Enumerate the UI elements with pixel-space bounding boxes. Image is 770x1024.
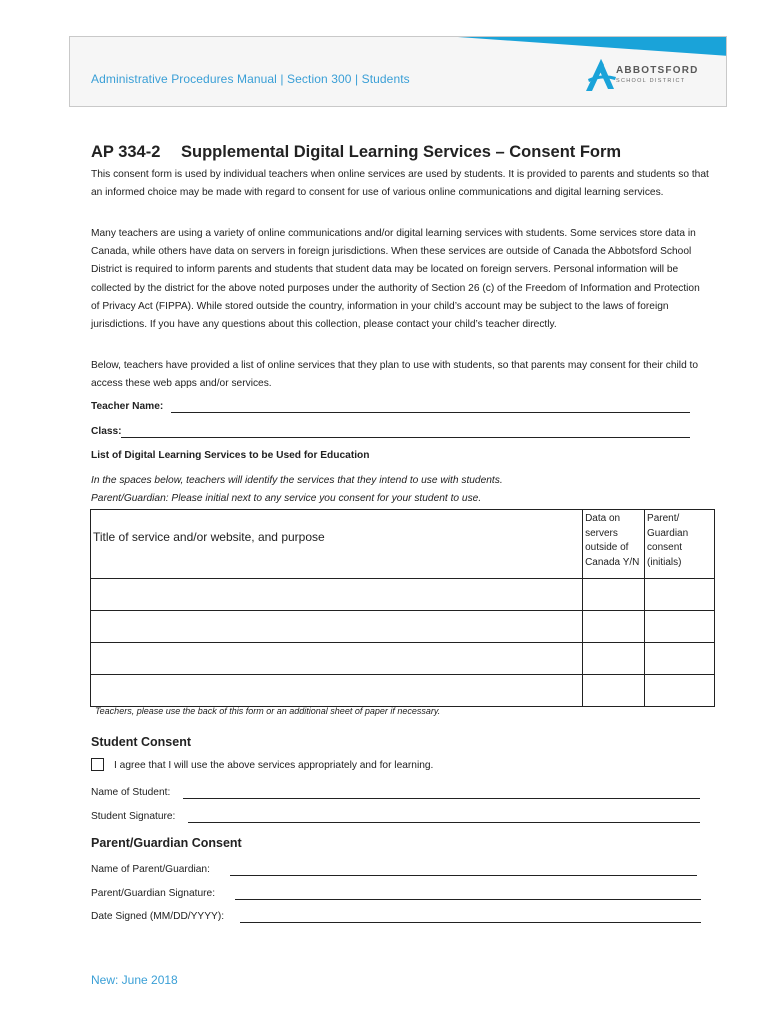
data-location-cell[interactable] [583,579,645,611]
class-line[interactable] [121,426,690,438]
table-row [91,611,715,643]
date-signed-field[interactable] [91,911,224,922]
data-location-cell[interactable] [583,643,645,675]
services-table [90,509,715,707]
column-header-title: Title of service and/or website, and purpose [91,510,583,579]
teacher-name-label: Teacher Name: [91,401,164,412]
parent-name-label: Name of Parent/Guardian: [91,864,210,875]
service-title-cell[interactable] [91,643,583,675]
consent-initials-cell[interactable] [645,643,715,675]
district-logo [584,55,704,95]
service-title-cell[interactable] [91,579,583,611]
services-paragraph: Below, teachers have provided a list of online services that they plan to use with students, so that parents may consent for their child to access these web apps and/or services. [91,360,699,390]
class-label: Class: [91,426,122,437]
student-signature-label: Student Signature: [91,811,176,822]
table-header-row [91,510,715,579]
date-signed-label: Date Signed (MM/DD/YYYY): [91,911,225,922]
student-signature-field[interactable] [91,811,175,822]
table-row [91,643,715,675]
column-header-consent: Parent/ Guardian consent (initials) [645,510,715,579]
intro-paragraph: This consent form is used by individual teachers when online services are used by students. It is provided to parents and students so that an informed choice may be made with regard to consent for use of various online communications and digital learning services. [91,169,709,199]
table-row [91,579,715,611]
procedure-number: AP 334-2 [91,143,161,161]
parent-name-line[interactable] [230,864,697,876]
consent-initials-cell[interactable] [645,611,715,643]
logo-name: ABBOTSFORD [616,65,699,76]
parent-instruction: Parent/Guardian: Please initial next to any service you consent for your student to use. [91,493,482,504]
table-row [91,675,715,707]
consent-initials-cell[interactable] [645,579,715,611]
student-signature-line[interactable] [188,811,700,823]
header-accent-stripe [323,36,727,57]
revision-date: New: June 2018 [91,973,178,987]
form-title: Supplemental Digital Learning Services – Consent Form [181,143,622,161]
student-name-label: Name of Student: [91,787,171,798]
agree-statement: I agree that I will use the above services appropriately and for learning. [114,760,434,771]
table-note: Teachers, please use the back of this form or an additional sheet of paper if necessary. [95,706,441,716]
column-header-data-location: Data on servers outside of Canada Y/N [583,510,645,579]
agree-checkbox[interactable] [91,758,104,771]
student-name-field[interactable] [91,787,170,798]
service-title-cell[interactable] [91,611,583,643]
running-title: Administrative Procedures Manual | Section 300 | Students [91,72,410,86]
parent-signature-field[interactable] [91,888,215,899]
teacher-name-field[interactable] [91,401,163,412]
data-location-cell[interactable] [583,675,645,707]
consent-initials-cell[interactable] [645,675,715,707]
parent-consent-heading: Parent/Guardian Consent [91,836,242,850]
privacy-paragraph: Many teachers are using a variety of online communications and/or digital learning services with students. Some services store data in Canada, while others have data on servers in foreign jurisdictions. When these services are outside of Canada the Abbotsford School District is required to inform parents and students that student data may be located on foreign servers. Personal information will be collected by the district for the above noted purposes under the authority of Section 26 (c) of the Freedom of Information and Protection of Privacy Act (FIPPA). While stored outside the country, information in your child’s account may be subject to the laws of foreign jurisdictions. If you have any questions about this collection, please contact your child’s teacher directly. [91,228,700,331]
class-field[interactable] [91,426,122,437]
page-title [91,143,621,162]
parent-signature-line[interactable] [235,888,701,900]
student-consent-heading: Student Consent [91,735,191,749]
services-list-heading: List of Digital Learning Services to be Used for Education [91,450,370,461]
parent-name-field[interactable] [91,864,210,875]
data-location-cell[interactable] [583,611,645,643]
date-signed-line[interactable] [240,911,701,923]
teacher-name-line[interactable] [171,401,690,413]
logo-mark-icon [584,55,618,95]
parent-signature-label: Parent/Guardian Signature: [91,888,216,899]
page-header [69,36,727,107]
service-title-cell[interactable] [91,675,583,707]
student-name-line[interactable] [183,787,700,799]
teacher-instruction: In the spaces below, teachers will identify the services that they intend to use with students. [91,475,503,486]
logo-subtitle: SCHOOL DISTRICT [616,78,686,84]
